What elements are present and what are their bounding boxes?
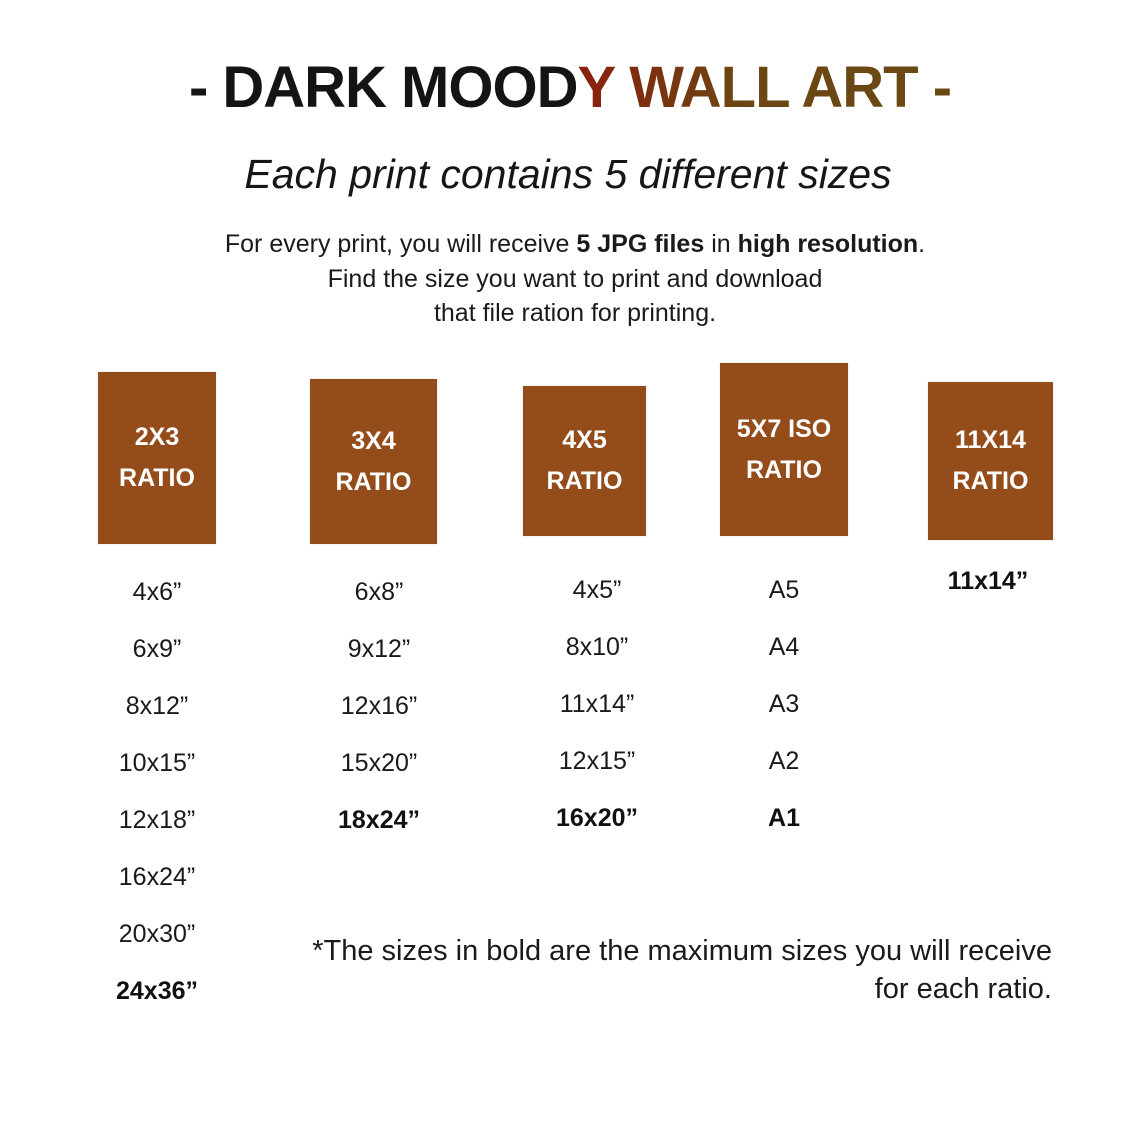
ratio-box-label: 2X3 <box>134 423 180 451</box>
size-item: 15x20” <box>340 749 418 777</box>
size-item: 6x8” <box>354 578 404 606</box>
intro-bold-resolution: high resolution <box>737 230 919 258</box>
title-accent-part: Y WALL ART - <box>577 55 952 120</box>
ratio-box-3x4 <box>310 379 437 544</box>
size-item: A5 <box>768 576 800 604</box>
ratio-box-label: RATIO <box>952 467 1029 495</box>
size-list-11x14 <box>908 553 1068 610</box>
intro-text-fragment: in <box>704 230 738 258</box>
ratio-box-label: 3X4 <box>351 426 396 455</box>
size-item-max: 24x36” <box>115 977 199 1005</box>
size-item: A4 <box>768 633 800 661</box>
size-item: 12x18” <box>118 806 196 834</box>
size-item-max: 16x20” <box>555 804 639 832</box>
ratio-box-label: 5X7 ISO <box>736 414 832 443</box>
ratio-box-label: RATIO <box>546 467 623 495</box>
size-item: 16x24” <box>118 863 196 891</box>
size-item: 11x14” <box>559 690 635 718</box>
size-item: 20x30” <box>118 920 196 948</box>
page-subtitle: Each print contains 5 different sizes <box>244 151 892 197</box>
title-dark-part: - DARK MOOD <box>188 55 578 120</box>
size-list-5x7-iso <box>704 562 864 847</box>
size-item: A3 <box>768 690 800 718</box>
size-item-max: 11x14” <box>947 567 1029 595</box>
ratio-box-label: 11X14 <box>955 426 1026 454</box>
intro-line-1 <box>0 227 1140 262</box>
size-item: 8x10” <box>565 633 629 661</box>
size-list-2x3 <box>77 564 237 1020</box>
intro-line-3: that file ration for printing. <box>433 299 717 327</box>
ratio-box-label: RATIO <box>335 467 412 496</box>
size-item-max: 18x24” <box>337 806 421 834</box>
size-item: 12x15” <box>558 747 636 775</box>
page-title <box>0 52 1140 124</box>
intro-text <box>0 227 1140 331</box>
intro-bold-files: 5 JPG files <box>576 230 705 258</box>
size-item: 6x9” <box>132 635 182 663</box>
size-item: 8x12” <box>125 692 189 720</box>
intro-text-fragment: . <box>918 230 926 258</box>
size-item: A2 <box>768 747 800 775</box>
size-list-4x5 <box>517 562 677 847</box>
intro-line-2: Find the size you want to print and download <box>327 264 823 293</box>
bold-sizes-note <box>240 932 1052 1008</box>
size-item: 12x16” <box>340 692 418 720</box>
size-item: 4x5” <box>572 576 622 604</box>
ratio-box-4x5 <box>523 386 646 536</box>
note-line-2: for each ratio. <box>874 973 1052 1005</box>
size-item: 10x15” <box>118 749 196 777</box>
ratio-box-label: RATIO <box>746 455 822 484</box>
ratio-box-2x3 <box>98 372 216 544</box>
ratio-box-label: RATIO <box>119 464 195 492</box>
ratio-box-label: 4X5 <box>562 426 607 454</box>
size-item-max: A1 <box>768 804 800 832</box>
ratio-box-11x14 <box>928 382 1053 540</box>
intro-text-fragment: For every print, you will receive <box>224 230 577 258</box>
ratio-box-5x7-iso <box>720 363 848 536</box>
size-item: 9x12” <box>347 635 411 663</box>
size-list-3x4 <box>299 564 459 849</box>
note-line-1: *The sizes in bold are the maximum sizes you will receive <box>312 935 1052 967</box>
size-item: 4x6” <box>132 578 182 606</box>
